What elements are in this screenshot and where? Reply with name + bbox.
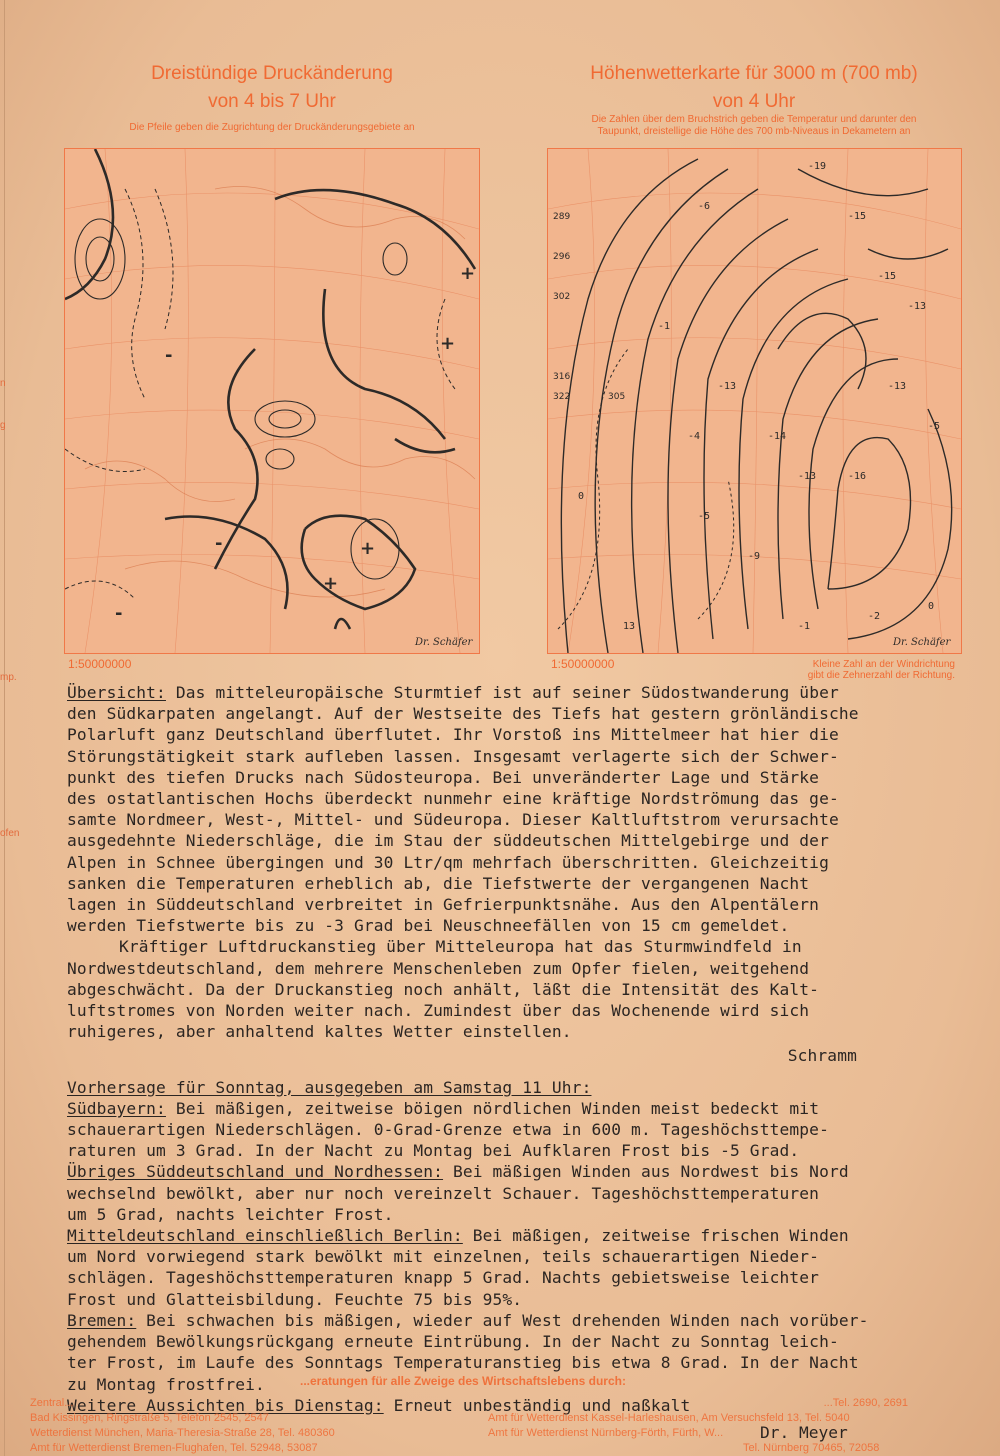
- paragraph2-line: ruhigeres, aber anhaltend kaltes Wetter einstellen.: [67, 1022, 572, 1042]
- left-map-subtitle: Die Pfeile geben die Zugrichtung der Druckänderungsgebiete an: [129, 122, 415, 133]
- section-line: zu Montag frostfrei.: [67, 1374, 265, 1394]
- svg-text:-: -: [215, 533, 223, 554]
- section-line-first: Bremen: Bei schwachen bis mäßigen, wieder auf West drehenden Winden nach vorüber-: [67, 1310, 869, 1330]
- right-map-title: [548, 60, 960, 116]
- section-line: schlägen. Tageshöchsttemperaturen knapp 5 Grad. Nachts gebietsweise leichter: [67, 1268, 820, 1288]
- upper-air-map-graphic: [548, 149, 961, 653]
- section-line: schauerartigen Niederschlägen. 0-Grad-Grenze etwa in 600 m. Tageshöchsttempe-: [67, 1120, 829, 1140]
- overview-line: des ostatlantischen Hochs überdeckt nunmehr eine kräftige Nordströmung das ge-: [67, 789, 839, 809]
- author-signature: Schramm: [787, 1046, 857, 1066]
- outlook-heading: Weitere Aussichten bis Dienstag:: [67, 1395, 384, 1415]
- right-map-title-line1: Höhenwetterkarte für 3000 m (700 mb): [590, 63, 918, 84]
- page-edge-line: [4, 0, 5, 1456]
- overview-line: Störungstätigkeit stark aufleben lassen. Insgesamt verlagerte sich der Schwer-: [67, 746, 839, 766]
- footer-right-line: Amt für Wetterdienst Kassel-Harleshausen, Am Versuchsfeld 13, Tel. 5040: [488, 1412, 850, 1424]
- section-line: wechselnd bewölkt, aber nur noch vereinzelt Schauer. Tageshöchsttemperaturen: [67, 1183, 820, 1203]
- svg-text:0: 0: [578, 491, 585, 502]
- left-map-title-line1: Dreistündige Druckänderung: [151, 63, 393, 84]
- forecast-heading: Vorhersage für Sonntag, ausgegeben am Samstag 11 Uhr:: [67, 1077, 592, 1097]
- svg-text:-13: -13: [718, 381, 737, 392]
- overview-line: den Südkarpaten angelangt. Auf der Westseite des Tiefs hat gestern grönländische: [67, 704, 859, 724]
- svg-text:-9: -9: [748, 551, 761, 562]
- svg-text:-13: -13: [908, 301, 927, 312]
- upper-air-map-700mb: [547, 148, 962, 654]
- wind-note-line1: Kleine Zahl an der Windrichtung: [812, 659, 955, 670]
- footer-right-line: Amt für Wetterdienst Nürnberg-Förth, Fürth, W...: [488, 1427, 724, 1439]
- svg-text:-6: -6: [698, 201, 711, 212]
- footer-left-line: Amt für Wetterdienst Bremen-Flughafen, Tel. 52948, 53087: [30, 1442, 318, 1454]
- svg-text:-14: -14: [768, 431, 787, 442]
- overview-line: Polarluft ganz Deutschland überflutet. Ihr Vorstoß ins Mittelmeer hat hier die: [67, 725, 839, 745]
- right-map-signature: Dr. Schäfer: [893, 637, 951, 648]
- pressure-change-map-graphic: [65, 149, 479, 653]
- section-line: gehendem Bewölkungsrückgang erneute Eintrübung. In der Nacht zu Sonntag leich-: [67, 1332, 839, 1352]
- section-line-first: Südbayern: Bei mäßigen, zeitweise böigen nördlichen Winden meist bedeckt mit: [67, 1098, 820, 1118]
- wind-note-line2: gibt die Zehnerzahl der Richtung.: [807, 670, 955, 681]
- overview-line: punkt des tiefen Drucks nach Südosteuropa. Bei unveränderter Lage und Stärke: [67, 767, 820, 787]
- footer-overprint-headline: ...eratungen für alle Zweige des Wirtschaftslebens durch:: [300, 1374, 626, 1388]
- paragraph2-line: abgeschwächt. Da der Druckanstieg noch anhält, läßt die Intensität des Kalt-: [67, 979, 820, 999]
- footer-left-line: Wetterdienst München, Maria-Theresia-Straße 28, Tel. 480360: [30, 1427, 335, 1439]
- margin-mark: ofen: [0, 828, 20, 839]
- svg-text:+: +: [440, 333, 456, 354]
- outlook-text: Erneut unbeständig und naßkalt: [383, 1395, 691, 1415]
- overview-line: werden Tiefstwerte bis zu -3 Grad bei Neuschneefällen von 15 cm gemeldet.: [67, 916, 790, 936]
- margin-mark: mp.: [0, 672, 17, 683]
- overview-line: sanken die Temperaturen erheblich ab, die Tiefstwerte der vergangenen Nacht: [67, 873, 810, 893]
- overview-line: samte Nordmeer, West-, Mittel- und Südeuropa. Dieser Kaltluftstrom verursachte: [67, 810, 839, 830]
- right-map-title-line2: von 4 Uhr: [712, 91, 796, 112]
- svg-text:-19: -19: [808, 161, 827, 172]
- section-line: um Nord vorwiegend stark bewölkt mit einzelnen, teils schauerartigen Nieder-: [67, 1247, 820, 1267]
- svg-text:-16: -16: [848, 471, 867, 482]
- section-line-first: Übriges Süddeutschland und Nordhessen: Bei mäßigen Winden aus Nordwest bis Nord: [67, 1162, 849, 1182]
- left-map-title: [66, 60, 478, 116]
- paragraph2-line: Nordwestdeutschland, dem mehrere Menschenleben zum Opfer fielen, weitgehend: [67, 958, 810, 978]
- weather-report-text: [67, 682, 987, 1416]
- svg-text:-: -: [165, 345, 173, 366]
- svg-text:+: +: [323, 573, 339, 594]
- svg-text:+: +: [360, 538, 376, 559]
- svg-text:302: 302: [553, 292, 571, 302]
- svg-text:322: 322: [553, 392, 571, 402]
- section-line: ter Frost, im Laufe des Sonntags Temperaturanstieg bis etwa 8 Grad. In der Nacht: [67, 1353, 859, 1373]
- svg-text:-15: -15: [878, 271, 897, 282]
- wind-direction-note: [740, 659, 955, 681]
- svg-text:289: 289: [553, 212, 571, 222]
- overview-line: ausgedehnte Niederschläge, die im Stau der süddeutschen Mittelgebirge und der: [67, 831, 829, 851]
- svg-text:13: 13: [623, 621, 636, 632]
- left-map-signature: Dr. Schäfer: [415, 637, 473, 648]
- footer-left-line: Zentral...: [30, 1397, 74, 1409]
- overview-line: Alpen in Schnee übergingen und 30 Ltr/qm mehrfach überschritten. Gleichzeitig: [67, 852, 829, 872]
- footer-left-line: Bad Kissingen, Ringstraße 5, Telefon 2545, 2547: [30, 1412, 269, 1424]
- right-map-subtitle: [548, 114, 960, 138]
- svg-text:-5: -5: [698, 511, 711, 522]
- svg-text:-1: -1: [798, 621, 811, 632]
- svg-text:+: +: [460, 263, 476, 284]
- right-map-scale: 1:50000000: [551, 657, 615, 671]
- paragraph2-line: Kräftiger Luftdruckanstieg über Mitteleuropa hat das Sturmwindfeld in: [119, 937, 802, 957]
- svg-text:-2: -2: [868, 611, 881, 622]
- section-line: um 5 Grad, nachts leichter Frost.: [67, 1204, 394, 1224]
- section-line: raturen um 3 Grad. In der Nacht zu Montag bei Aufklaren Frost bis -5 Grad.: [67, 1141, 800, 1161]
- left-map-scale: 1:50000000: [68, 657, 132, 671]
- svg-text:316: 316: [553, 372, 571, 382]
- section-heading-suedbayern: Südbayern:: [67, 1098, 166, 1118]
- svg-text:-: -: [115, 603, 123, 624]
- section-heading-mitteldeutschland: Mitteldeutschland einschließlich Berlin:: [67, 1226, 463, 1246]
- section-heading-bremen: Bremen:: [67, 1310, 137, 1330]
- svg-text:-1: -1: [658, 321, 671, 332]
- svg-text:-13: -13: [798, 471, 817, 482]
- right-map-subtitle-line2: Taupunkt, dreistellige die Höhe des 700 mb-Niveaus in Dekametern an: [597, 126, 911, 137]
- section-heading-sueddeutschland: Übriges Süddeutschland und Nordhessen:: [67, 1162, 444, 1182]
- svg-text:-15: -15: [848, 211, 867, 222]
- paragraph2-line: luftstromes von Norden weiter nach. Zumindest über das Wochenende wird sich: [67, 1001, 810, 1021]
- margin-mark: g: [0, 420, 6, 431]
- svg-text:-4: -4: [688, 431, 701, 442]
- pressure-change-map: [64, 148, 480, 654]
- overview-line-first: Übersicht: Das mitteleuropäische Sturmtief ist auf seiner Südostwanderung über: [67, 683, 839, 702]
- footer-right-line: Tel. Nürnberg 70465, 72058: [743, 1442, 880, 1454]
- margin-mark: n: [0, 378, 6, 389]
- footer-right-line: ...Tel. 2690, 2691: [823, 1397, 908, 1409]
- left-map-title-line2: von 4 bis 7 Uhr: [208, 91, 336, 112]
- overview-heading: Übersicht:: [67, 683, 166, 702]
- svg-text:305: 305: [608, 392, 626, 402]
- svg-text:0: 0: [928, 601, 935, 612]
- footer-overprint-left: [30, 1396, 335, 1456]
- section-line-first: Mitteldeutschland einschließlich Berlin: Bei mäßigen, zeitweise frischen Winden: [67, 1226, 849, 1246]
- overview-line: lagen in Süddeutschland verbreitet in Gefrierpunktsnähe. Aus den Alpentälern: [67, 895, 820, 915]
- svg-text:-13: -13: [888, 381, 907, 392]
- final-signature: Dr. Meyer: [760, 1423, 848, 1442]
- svg-text:-5: -5: [928, 421, 941, 432]
- section-line: Frost und Glatteisbildung. Feuchte 75 bis 95%.: [67, 1289, 523, 1309]
- spacer: [67, 1067, 987, 1077]
- right-map-subtitle-line1: Die Zahlen über dem Bruchstrich geben die Temperatur und darunter den: [591, 114, 917, 125]
- svg-text:296: 296: [553, 252, 571, 262]
